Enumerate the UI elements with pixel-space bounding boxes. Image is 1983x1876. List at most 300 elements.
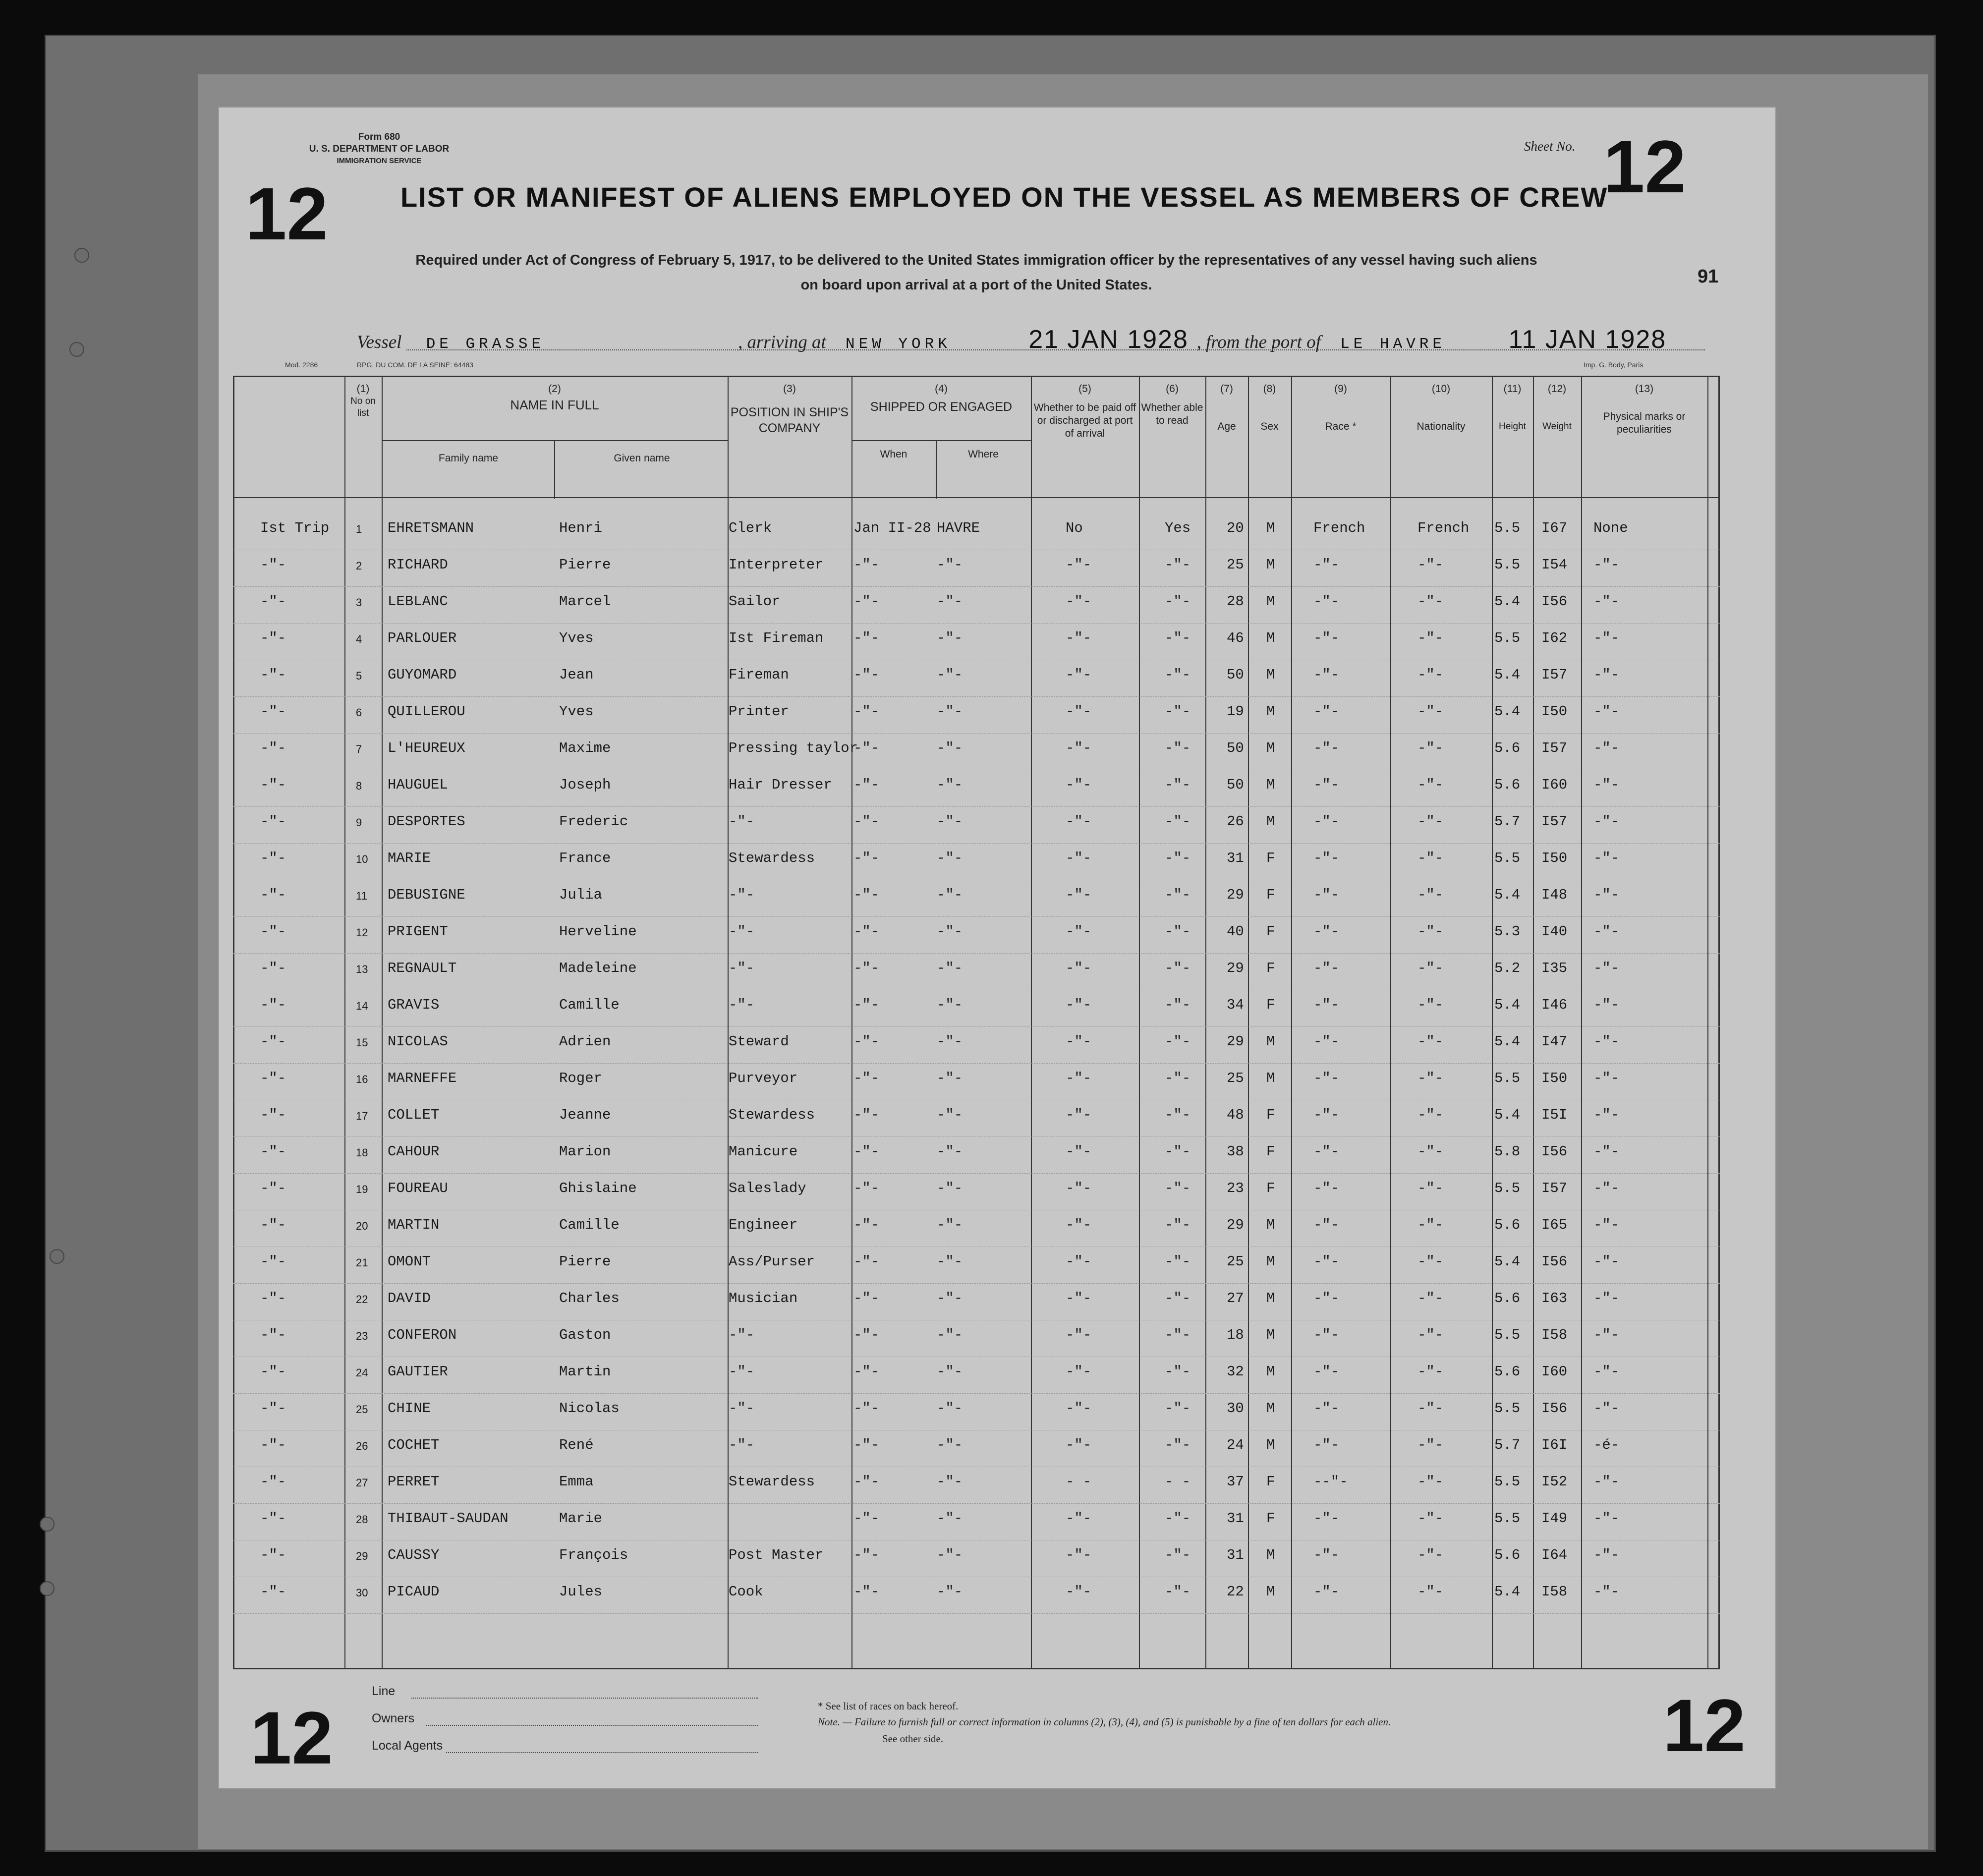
page-reference: 91 [1698, 266, 1719, 287]
race-cell: -"- [1313, 1290, 1340, 1307]
sex-cell: F [1266, 850, 1275, 866]
weight-cell: I56 [1541, 1253, 1568, 1270]
family-name-cell: DEBUSIGNE [388, 887, 465, 903]
table-row [233, 990, 1720, 1027]
age-cell: 32 [1227, 1364, 1244, 1380]
footer-owners-label: Owners [372, 1711, 415, 1725]
col-number: (13) [1635, 383, 1654, 395]
given-name-cell: Emma [559, 1474, 594, 1490]
nationality-cell: -"- [1417, 813, 1444, 830]
row-number-cell: 14 [356, 1000, 368, 1012]
nationality-cell: -"- [1417, 557, 1444, 573]
table-row [233, 550, 1720, 587]
shipped-where-cell: -"- [937, 1364, 963, 1380]
col-header-no [344, 383, 382, 419]
given-name-cell: Roger [559, 1070, 603, 1086]
row-trip-cell: -"- [260, 593, 286, 610]
family-name-cell: CHINE [388, 1400, 431, 1417]
race-cell: -"- [1313, 1180, 1340, 1196]
shipped-when-cell: -"- [853, 1290, 880, 1307]
weight-cell: I46 [1541, 997, 1568, 1013]
sex-cell: M [1266, 1364, 1275, 1380]
position-cell: Stewardess [729, 850, 815, 866]
weight-cell: I54 [1541, 557, 1568, 573]
given-name-cell: Gaston [559, 1327, 611, 1343]
shipped-when-cell: -"- [853, 887, 880, 903]
row-number-cell: 4 [356, 633, 362, 645]
given-name-cell: Yves [559, 703, 594, 720]
col-header-when: When [880, 449, 907, 460]
sex-cell: M [1266, 813, 1275, 830]
race-cell: -"- [1313, 850, 1340, 866]
age-cell: 40 [1227, 923, 1244, 940]
able-to-read-cell: -"- [1165, 997, 1191, 1013]
paid-off-cell: -"- [1066, 1510, 1092, 1527]
weight-cell: I57 [1541, 740, 1568, 756]
physical-marks-cell: -"- [1593, 593, 1620, 610]
nationality-cell: -"- [1417, 667, 1444, 683]
sheet-label: Sheet No. [1524, 139, 1576, 154]
sex-cell: F [1266, 1510, 1275, 1527]
position-cell: Post Master [729, 1547, 824, 1563]
table-row [233, 1540, 1720, 1577]
able-to-read-cell: -"- [1165, 1400, 1191, 1417]
nationality-cell: -"- [1417, 1547, 1444, 1563]
position-cell: Stewardess [729, 1107, 815, 1123]
sex-cell: F [1266, 887, 1275, 903]
shipped-when-cell: Jan II-28 [853, 520, 931, 536]
race-cell: -"- [1313, 1253, 1340, 1270]
departure-date: 11 JAN 1928 [1508, 325, 1667, 354]
physical-marks-cell: -é- [1593, 1437, 1620, 1453]
height-cell: 5.6 [1494, 777, 1521, 793]
paid-off-cell: -"- [1066, 1547, 1092, 1563]
shipped-when-cell: -"- [853, 960, 880, 976]
paid-off-cell: -"- [1066, 593, 1092, 610]
nationality-cell: -"- [1417, 593, 1444, 610]
row-number-cell: 18 [356, 1146, 368, 1159]
row-number-cell: 24 [356, 1366, 368, 1379]
row-number-cell: 17 [356, 1110, 368, 1122]
col-number: (1) [356, 383, 370, 395]
binder-hole [50, 1249, 64, 1264]
shipped-when-cell: -"- [853, 1364, 880, 1380]
table-row [233, 513, 1720, 550]
age-cell: 50 [1227, 667, 1244, 683]
age-cell: 26 [1227, 813, 1244, 830]
nationality-cell: -"- [1417, 1290, 1444, 1307]
table-row [233, 1137, 1720, 1174]
col-label: NAME IN FULL [510, 398, 599, 412]
shipped-when-cell: -"- [853, 1143, 880, 1160]
row-number-cell: 10 [356, 853, 368, 865]
race-cell: -"- [1313, 1584, 1340, 1600]
paid-off-cell: -"- [1066, 1290, 1092, 1307]
row-number-cell: 30 [356, 1587, 368, 1599]
weight-cell: I57 [1541, 1180, 1568, 1196]
height-cell: 5.6 [1494, 1290, 1521, 1307]
family-name-cell: L'HEUREUX [388, 740, 465, 756]
shipped-where-cell: -"- [937, 1474, 963, 1490]
shipped-when-cell: -"- [853, 740, 880, 756]
shipped-where-cell: -"- [937, 1217, 963, 1233]
vessel-label: Vessel [357, 332, 402, 352]
nationality-cell: -"- [1417, 1107, 1444, 1123]
shipped-where-cell: -"- [937, 630, 963, 646]
height-cell: 5.5 [1494, 557, 1521, 573]
row-number-cell: 3 [356, 596, 362, 609]
row-number-cell: 29 [356, 1550, 368, 1562]
able-to-read-cell: -"- [1165, 887, 1191, 903]
able-to-read-cell: -"- [1165, 1290, 1191, 1307]
sex-cell: M [1266, 1253, 1275, 1270]
shipped-where-cell: -"- [937, 1143, 963, 1160]
given-name-cell: France [559, 850, 611, 866]
row-trip-cell: -"- [260, 1180, 286, 1196]
shipped-when-cell: -"- [853, 1217, 880, 1233]
footer-number-right: 12 [1663, 1684, 1746, 1767]
given-name-cell: Camille [559, 1217, 620, 1233]
shipped-when-cell: -"- [853, 997, 880, 1013]
row-number-cell: 7 [356, 743, 362, 755]
col-header-family: Family name [438, 453, 499, 464]
physical-marks-cell: -"- [1593, 1400, 1620, 1417]
family-name-cell: COLLET [388, 1107, 440, 1123]
age-cell: 31 [1227, 850, 1244, 866]
shipped-where-cell: HAVRE [937, 520, 980, 536]
shipped-where-cell: -"- [937, 1033, 963, 1050]
col-number: (11) [1503, 383, 1522, 395]
paid-off-cell: -"- [1066, 630, 1092, 646]
table-row [233, 1100, 1720, 1137]
shipped-when-cell: -"- [853, 1474, 880, 1490]
sheet-number-right: 12 [1603, 125, 1686, 208]
table-row [233, 733, 1720, 770]
race-cell: -"- [1313, 1033, 1340, 1050]
sex-cell: M [1266, 1400, 1275, 1417]
shipped-when-cell: -"- [853, 1400, 880, 1417]
shipped-where-cell: -"- [937, 1510, 963, 1527]
table-row [233, 1247, 1720, 1284]
footer-note-other-side: See other side. [882, 1733, 944, 1745]
able-to-read-cell: -"- [1165, 777, 1191, 793]
family-name-cell: OMONT [388, 1253, 431, 1270]
shipped-when-cell: -"- [853, 1437, 880, 1453]
weight-cell: I64 [1541, 1547, 1568, 1563]
shipped-when-cell: -"- [853, 703, 880, 720]
row-trip-cell: -"- [260, 960, 286, 976]
sex-cell: M [1266, 1217, 1275, 1233]
paid-off-cell: -"- [1066, 813, 1092, 830]
given-name-cell: Herveline [559, 923, 637, 940]
col-header-age [1205, 383, 1248, 433]
row-trip-cell: -"- [260, 557, 286, 573]
family-name-cell: LEBLANC [388, 593, 448, 610]
subtitle-line-2: on board upon arrival at a port of the United States. [800, 277, 1152, 293]
row-trip-cell: -"- [260, 1143, 286, 1160]
physical-marks-cell: -"- [1593, 740, 1620, 756]
age-cell: 25 [1227, 557, 1244, 573]
table-row [233, 1283, 1720, 1320]
age-cell: 38 [1227, 1143, 1244, 1160]
weight-cell: I67 [1541, 520, 1568, 536]
footer-agents-label: Local Agents [372, 1739, 443, 1753]
shipped-where-cell: -"- [937, 667, 963, 683]
position-cell: Steward [729, 1033, 789, 1050]
physical-marks-cell: -"- [1593, 1253, 1620, 1270]
race-cell: -"- [1313, 1070, 1340, 1086]
family-name-cell: PICAUD [388, 1584, 440, 1600]
row-divider [382, 440, 728, 441]
sex-cell: F [1266, 1107, 1275, 1123]
shipped-where-cell: -"- [937, 887, 963, 903]
paid-off-cell: -"- [1066, 777, 1092, 793]
departure-port: LE HAVRE [1340, 336, 1446, 353]
family-name-cell: EHRETSMANN [388, 520, 474, 536]
sheet-number-left: 12 [245, 172, 328, 255]
header-divider [233, 497, 1720, 498]
shipped-when-cell: -"- [853, 1107, 880, 1123]
given-name-cell: Charles [559, 1290, 620, 1307]
able-to-read-cell: -"- [1165, 1033, 1191, 1050]
physical-marks-cell: -"- [1593, 1327, 1620, 1343]
weight-cell: I49 [1541, 1510, 1568, 1527]
height-cell: 5.5 [1494, 1510, 1521, 1527]
age-cell: 34 [1227, 997, 1244, 1013]
position-cell: -"- [729, 997, 755, 1013]
position-cell: Saleslady [729, 1180, 806, 1196]
race-cell: -"- [1313, 997, 1340, 1013]
row-trip-cell: -"- [260, 1584, 286, 1600]
given-name-cell: Maxime [559, 740, 611, 756]
shipped-where-cell: -"- [937, 777, 963, 793]
row-trip-cell: Ist Trip [260, 520, 330, 536]
height-cell: 5.7 [1494, 1437, 1521, 1453]
sex-cell: M [1266, 703, 1275, 720]
col-label: Height [1499, 421, 1526, 432]
family-name-cell: HAUGUEL [388, 777, 448, 793]
row-number-cell: 26 [356, 1440, 368, 1452]
sex-cell: M [1266, 1070, 1275, 1086]
shipped-when-cell: -"- [853, 1253, 880, 1270]
row-trip-cell: -"- [260, 1327, 286, 1343]
row-number-cell: 25 [356, 1403, 368, 1416]
weight-cell: I63 [1541, 1290, 1568, 1307]
physical-marks-cell: -"- [1593, 997, 1620, 1013]
shipped-where-cell: -"- [937, 1437, 963, 1453]
row-trip-cell: -"- [260, 1107, 286, 1123]
family-name-cell: REGNAULT [388, 960, 457, 976]
sex-cell: M [1266, 1547, 1275, 1563]
table-row [233, 696, 1720, 734]
able-to-read-cell: -"- [1165, 630, 1191, 646]
paid-off-cell: -"- [1066, 667, 1092, 683]
position-cell: -"- [729, 1400, 755, 1417]
physical-marks-cell: -"- [1593, 1180, 1620, 1196]
given-name-cell: Marie [559, 1510, 603, 1527]
position-cell: -"- [729, 1364, 755, 1380]
sex-cell: M [1266, 1033, 1275, 1050]
position-cell: Purveyor [729, 1070, 798, 1086]
paid-off-cell: -"- [1066, 997, 1092, 1013]
weight-cell: I6I [1541, 1437, 1568, 1453]
paid-off-cell: -"- [1066, 923, 1092, 940]
weight-cell: I50 [1541, 850, 1568, 866]
nationality-cell: -"- [1417, 1143, 1444, 1160]
paid-off-cell: -"- [1066, 1107, 1092, 1123]
table-row [233, 1503, 1720, 1540]
col-header-nationality [1390, 383, 1492, 433]
nationality-cell: -"- [1417, 1327, 1444, 1343]
shipped-when-cell: -"- [853, 630, 880, 646]
sex-cell: M [1266, 1584, 1275, 1600]
shipped-when-cell: -"- [853, 777, 880, 793]
able-to-read-cell: -"- [1165, 1180, 1191, 1196]
age-cell: 31 [1227, 1510, 1244, 1527]
able-to-read-cell: -"- [1165, 703, 1191, 720]
sex-cell: F [1266, 1143, 1275, 1160]
vessel-name: DE GRASSE [426, 336, 545, 353]
given-name-cell: Pierre [559, 1253, 611, 1270]
table-row [233, 843, 1720, 880]
able-to-read-cell: -"- [1165, 923, 1191, 940]
family-name-cell: QUILLEROU [388, 703, 465, 720]
binder-hole [69, 342, 84, 357]
able-to-read-cell: -"- [1165, 1217, 1191, 1233]
sex-cell: M [1266, 557, 1275, 573]
row-trip-cell: -"- [260, 1364, 286, 1380]
form-header [297, 131, 461, 167]
row-number-cell: 20 [356, 1220, 368, 1232]
physical-marks-cell: None [1593, 520, 1628, 536]
table-row [233, 1357, 1720, 1394]
race-cell: -"- [1313, 1364, 1340, 1380]
race-cell: -"- [1313, 1437, 1340, 1453]
given-name-cell: Yves [559, 630, 594, 646]
physical-marks-cell: -"- [1593, 1290, 1620, 1307]
row-trip-cell: -"- [260, 813, 286, 830]
table-row [233, 953, 1720, 990]
race-cell: -"- [1313, 1400, 1340, 1417]
race-cell: -"- [1313, 923, 1340, 940]
col-label: Age [1217, 421, 1236, 432]
sex-cell: M [1266, 520, 1275, 536]
shipped-where-cell: -"- [937, 740, 963, 756]
table-row [233, 1210, 1720, 1247]
height-cell: 5.5 [1494, 1327, 1521, 1343]
family-name-cell: PERRET [388, 1474, 440, 1490]
paid-off-cell: -"- [1066, 740, 1092, 756]
paid-off-cell: -"- [1066, 1033, 1092, 1050]
row-trip-cell: -"- [260, 777, 286, 793]
paid-off-cell: -"- [1066, 1437, 1092, 1453]
age-cell: 48 [1227, 1107, 1244, 1123]
height-cell: 5.5 [1494, 850, 1521, 866]
paid-off-cell: -"- [1066, 1364, 1092, 1380]
nationality-cell: -"- [1417, 923, 1444, 940]
race-cell: -"- [1313, 960, 1340, 976]
table-row [233, 1173, 1720, 1210]
age-cell: 22 [1227, 1584, 1244, 1600]
shipped-where-cell: -"- [937, 813, 963, 830]
row-trip-cell: -"- [260, 1400, 286, 1417]
col-number: (7) [1220, 383, 1233, 395]
height-cell: 5.4 [1494, 887, 1521, 903]
shipped-where-cell: -"- [937, 1584, 963, 1600]
height-cell: 5.3 [1494, 923, 1521, 940]
shipped-when-cell: -"- [853, 1033, 880, 1050]
height-cell: 5.6 [1494, 1217, 1521, 1233]
paid-off-cell: -"- [1066, 887, 1092, 903]
table-row [233, 770, 1720, 807]
shipped-where-cell: -"- [937, 997, 963, 1013]
given-name-cell: Frederic [559, 813, 628, 830]
row-trip-cell: -"- [260, 630, 286, 646]
position-cell: Cook [729, 1584, 763, 1600]
given-name-cell: Marion [559, 1143, 611, 1160]
race-cell: -"- [1313, 1327, 1340, 1343]
height-cell: 5.5 [1494, 1400, 1521, 1417]
row-number-cell: 23 [356, 1330, 368, 1342]
given-name-cell: Julia [559, 887, 603, 903]
height-cell: 5.4 [1494, 1584, 1521, 1600]
position-cell: Hair Dresser [729, 777, 832, 793]
nationality-cell: -"- [1417, 703, 1444, 720]
race-cell: -"- [1313, 630, 1340, 646]
row-number-cell: 19 [356, 1183, 368, 1195]
row-trip-cell: -"- [260, 997, 286, 1013]
position-cell: Clerk [729, 520, 772, 536]
col-number: (6) [1166, 383, 1179, 395]
paid-off-cell: -"- [1066, 1400, 1092, 1417]
age-cell: 50 [1227, 777, 1244, 793]
weight-cell: I40 [1541, 923, 1568, 940]
race-cell: -"- [1313, 1217, 1340, 1233]
able-to-read-cell: -"- [1165, 1437, 1191, 1453]
family-name-cell: PARLOUER [388, 630, 457, 646]
nationality-cell: French [1417, 520, 1470, 536]
sex-cell: M [1266, 1327, 1275, 1343]
given-name-cell: Nicolas [559, 1400, 620, 1417]
subtitle [317, 248, 1636, 297]
able-to-read-cell: -"- [1165, 813, 1191, 830]
row-number-cell: 13 [356, 963, 368, 975]
nationality-cell: -"- [1417, 850, 1444, 866]
paid-off-cell: - - [1066, 1474, 1092, 1490]
arriving-label: , arriving at [737, 332, 826, 352]
table-row [233, 1467, 1720, 1504]
physical-marks-cell: -"- [1593, 813, 1620, 830]
physical-marks-cell: -"- [1593, 777, 1620, 793]
age-cell: 31 [1227, 1547, 1244, 1563]
row-trip-cell: -"- [260, 1070, 286, 1086]
family-name-cell: GAUTIER [388, 1364, 448, 1380]
table-row [233, 1320, 1720, 1357]
shipped-where-cell: -"- [937, 1327, 963, 1343]
row-trip-cell: -"- [260, 923, 286, 940]
weight-cell: I57 [1541, 813, 1568, 830]
paid-off-cell: -"- [1066, 1253, 1092, 1270]
race-cell: --"- [1313, 1474, 1348, 1490]
race-cell: -"- [1313, 777, 1340, 793]
col-label: Weight [1542, 421, 1572, 432]
row-divider [851, 440, 1031, 441]
footer-owners-rule [426, 1725, 758, 1726]
weight-cell: I65 [1541, 1217, 1568, 1233]
table-row [233, 880, 1720, 917]
nationality-cell: -"- [1417, 1510, 1444, 1527]
able-to-read-cell: -"- [1165, 1364, 1191, 1380]
